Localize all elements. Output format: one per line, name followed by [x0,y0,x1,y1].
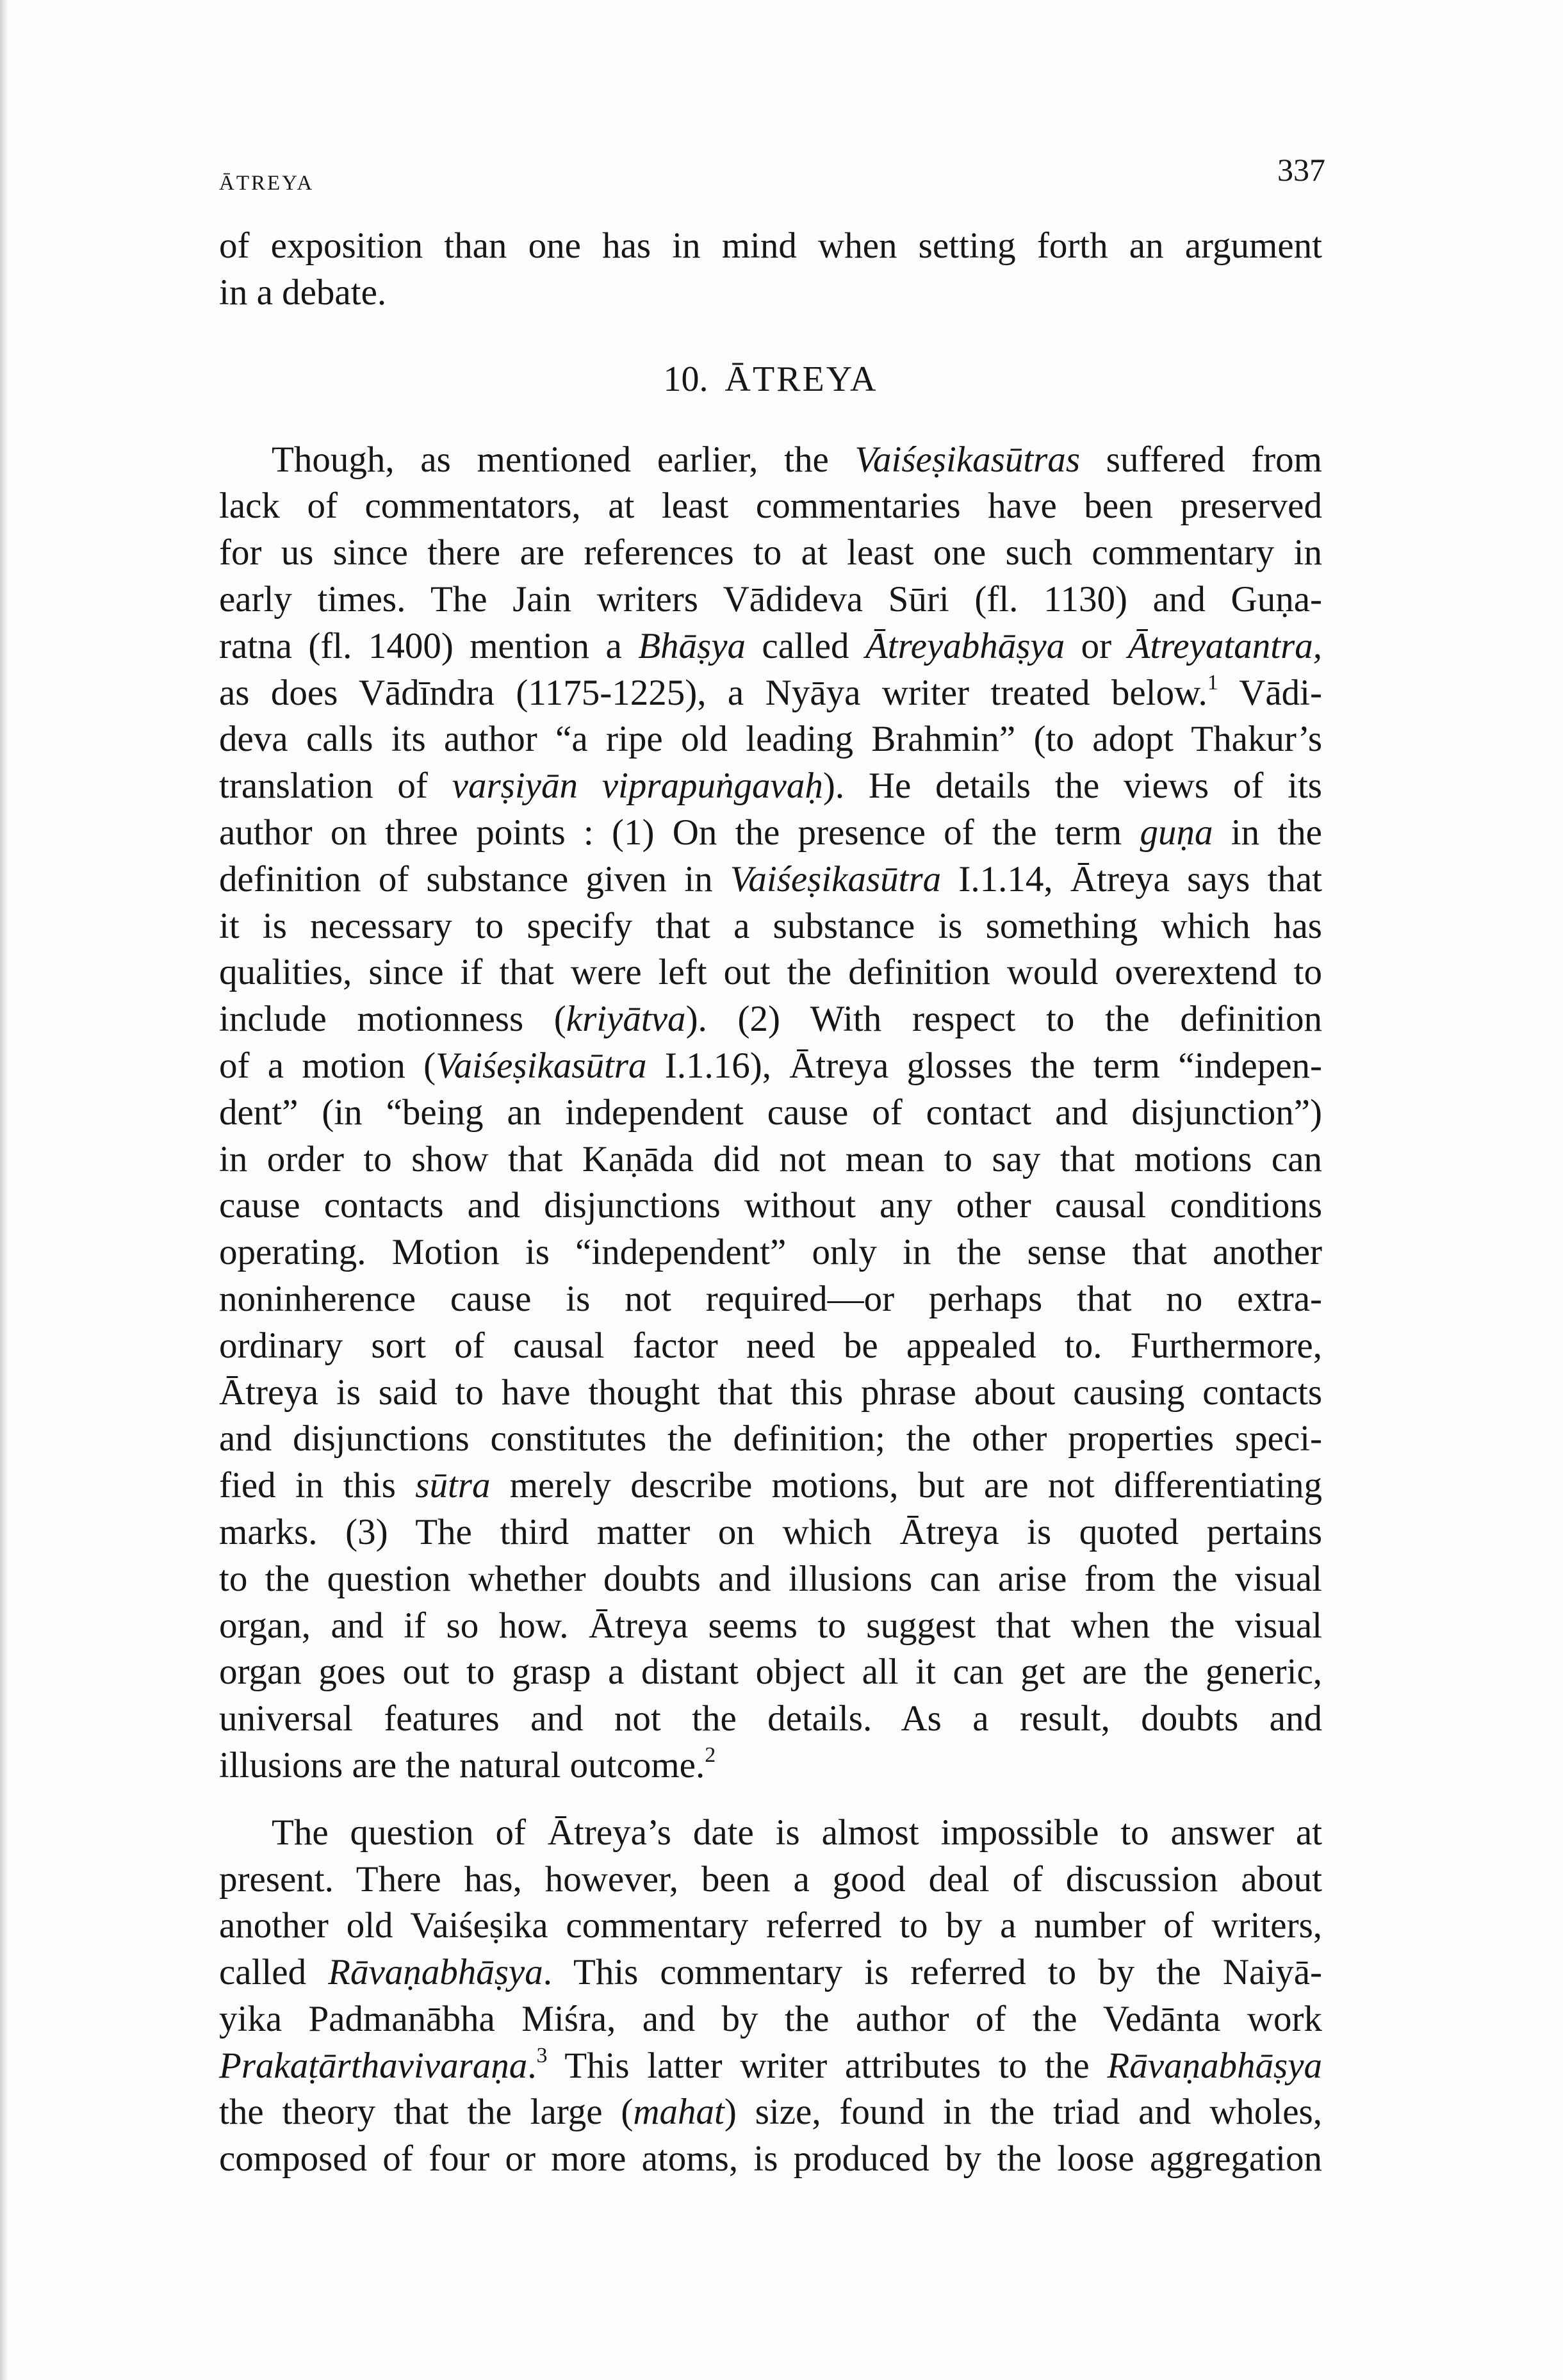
p1-line-5: ratna (fl. 1400) mention a Bhāṣya called Ātreyabhāṣya or Ātreyatantra, [219,625,1323,666]
section-title: ĀTREYA [724,359,878,399]
p1-line-27: organ goes out to grasp a distant object all it can get are the generic, [219,1652,1322,1693]
page-number: 337 [1277,152,1325,188]
paragraph-2 [219,1810,1322,2183]
p1-line-17: cause contacts and disjunctions without any other causal conditions [219,1185,1322,1226]
running-head: ĀTREYA [219,172,315,195]
page-binding-edge [0,0,9,2380]
p1-line-3: for us since there are references to at least one such commentary in [219,532,1322,573]
footnote-ref-2: 2 [705,1743,716,1767]
footnote-ref-1: 1 [1207,670,1218,694]
footnote-ref-3: 3 [536,2043,548,2067]
p2-line-6: Prakaṭārthavivaraṇa.$^3$ This latter writer attributes to the Rāvaṇabhāṣya [219,2043,1322,2086]
p2-line-5: yika Padmanābha Miśra, and by the author of the Vedānta work [219,1998,1322,2039]
p1-line-20: ordinary sort of causal factor need be appealed to. Furthermore, [219,1325,1322,1366]
intro-line-1: of exposition than one has in mind when setting forth an argument [219,226,1322,266]
p1-line-6: as does Vādīndra (1175-1225), a Nyāya writer treated below.$^1$ Vādi- [219,670,1322,713]
p1-line-7: deva calls its author “a ripe old leading Brahmin” (to adopt Thakur’s [219,719,1322,760]
p1-line-15: dent” (in “being an independent cause of contact and disjunction”) [219,1092,1322,1133]
section-number: 10. [663,359,708,399]
p1-line-13: include motionness (kriyātva). (2) With respect to the definition [219,999,1322,1040]
p2-line-7: the theory that the large (mahat) size, found in the triad and wholes, [219,2092,1322,2133]
section-heading [219,322,1322,437]
p1-line-21: Ātreya is said to have thought that this phrase about causing contacts [219,1372,1322,1413]
p1-line-22: and disjunctions constitutes the definition; the other properties speci- [219,1418,1322,1459]
p1-line-16: in order to show that Kaṇāda did not mean to say that motions can [219,1138,1322,1179]
p1-line-18: operating. Motion is “independent” only in the sense that another [219,1232,1322,1273]
p1-line-14: of a motion (Vaiśeṣikasūtra I.1.16), Ātreya glosses the term “indepen- [219,1045,1322,1086]
p1-line-8: translation of varṣiyān viprapuṅgavaḥ). He details the views of its [219,766,1322,807]
p1-line-12: qualities, since if that were left out the definition would overextend to [219,952,1322,993]
p2-line-2: present. There has, however, been a good deal of discussion about [219,1859,1322,1900]
p1-line-29: illusions are the natural outcome.$^2$ [219,1743,716,1785]
p2-line-1: The question of Ātreya’s date is almost impossible to answer at [272,1812,1322,1853]
p1-line-19: noninherence cause is not required—or perhaps that no extra- [219,1278,1322,1319]
p2-line-8: composed of four or more atoms, is produced by the loose aggregation [219,2138,1322,2179]
paragraph-1 [219,437,1322,1789]
p1-line-2: lack of commentators, at least commentaries have been preserved [219,486,1322,527]
p1-line-25: to the question whether doubts and illusions can arise from the visual [219,1558,1322,1599]
intro-line-2: in a debate. [219,272,387,313]
paragraph-gap [219,1789,1322,1810]
main-text [219,223,1322,2183]
p1-line-9: author on three points : (1) On the presence of the term guṇa in the [219,812,1322,853]
p1-line-23: fied in this sūtra merely describe motions, but are not differentiating [219,1465,1323,1506]
p1-line-10: definition of substance given in Vaiśeṣikasūtra I.1.14, Ātreya says that [219,858,1322,899]
p1-line-26: organ, and if so how. Ātreya seems to suggest that when the visual [219,1605,1322,1646]
p2-line-4: called Rāvaṇabhāṣya. This commentary is referred to by the Naiyā- [219,1952,1322,1993]
p1-line-1: Though, as mentioned earlier, the Vaiśeṣikasūtras suffered from [272,439,1323,480]
p1-line-28: universal features and not the details. As a result, doubts and [219,1698,1322,1739]
p1-line-4: early times. The Jain writers Vādideva Sūri (fl. 1130) and Guṇa- [219,579,1322,620]
p1-line-11: it is necessary to specify that a substance is something which has [219,905,1322,946]
p2-line-3: another old Vaiśeṣika commentary referred to by a number of writers, [219,1905,1322,1946]
p1-line-24: marks. (3) The third matter on which Ātreya is quoted pertains [219,1511,1322,1552]
